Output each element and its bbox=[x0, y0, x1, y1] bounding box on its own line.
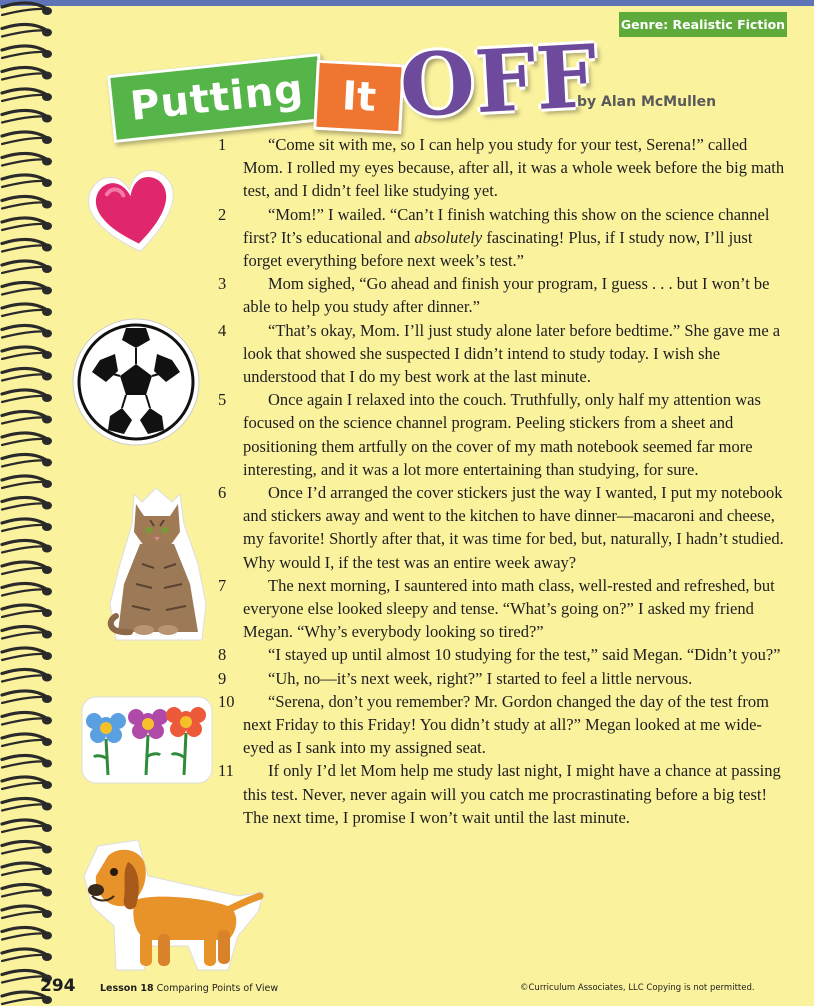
paragraph-text: If only I’d let Mom help me study last night, I might have a chance at passing this test. Never, never again will you catch me procrastinating before a big test! The next time, I promise I won’t wait until the last minute. bbox=[243, 761, 781, 827]
page-number: 294 bbox=[40, 976, 76, 996]
paragraph bbox=[218, 481, 788, 574]
paragraph-text: The next morning, I sauntered into math class, well-rested and refreshed, but everyone else looked sleepy and tense. “What’s going on?” I asked my friend Megan. “Why’s everybody looking so tired?” bbox=[243, 575, 775, 642]
emphasized-word: absolutely bbox=[414, 227, 483, 247]
paragraph-number: 1 bbox=[218, 135, 227, 154]
title-word-putting: Putting bbox=[107, 53, 327, 143]
paragraph bbox=[218, 388, 788, 481]
paragraph-number: 7 bbox=[218, 575, 227, 595]
paragraph-text bbox=[243, 203, 788, 273]
paragraph-number: 9 bbox=[218, 668, 227, 688]
paragraph-text: “Come sit with me, so I can help you study for your test, Serena!” called Mom. I rolled my eyes because, after all, it was a whole week before the big math test, and I didn’t feel like studying yet. bbox=[243, 135, 785, 201]
paragraph-text: “That’s okay, Mom. I’ll just study alone later before bedtime.” She gave me a look that showed she suspected I didn’t intend to study today. I wish she understood that I do my best work at the last minute. bbox=[243, 320, 781, 387]
paragraph bbox=[218, 643, 788, 666]
paragraph bbox=[218, 667, 788, 690]
spiral-binding bbox=[0, 0, 60, 1006]
paragraph-text: Mom sighed, “Go ahead and finish your program, I guess . . . but I won’t be able to help you study after dinner.” bbox=[243, 274, 770, 317]
title-word-it: It bbox=[313, 60, 405, 135]
paragraph-number: 10 bbox=[218, 691, 235, 711]
story-title bbox=[100, 25, 600, 145]
paragraph bbox=[218, 759, 788, 829]
paragraph-text-part: fascinating! Plus, if I study now, I’ll just forget everything before next week’s test.” bbox=[243, 227, 753, 271]
paragraph-number: 5 bbox=[218, 390, 227, 410]
paragraph-text: Once I’d arranged the cover stickers just the way I wanted, I put my notebook and stickers away and went to the kitchen to have dinner—macaroni and cheese, my favorite! Shortly after that, it was time for bed, but, naturally, I hadn’t studied. Why would I, if the test was an entire week away? bbox=[243, 483, 784, 572]
paragraph bbox=[218, 272, 788, 318]
paragraph-number: 6 bbox=[218, 483, 227, 503]
paragraph bbox=[218, 203, 788, 273]
paragraph-text: Once again I relaxed into the couch. Truthfully, only half my attention was focused on the science channel program. Peeling stickers from a sheet and positioning them artfully on the cover of my math notebook seemed far more interesting, and it was a lot more entertaining than studying, for sure. bbox=[243, 390, 761, 479]
flowers-sticker bbox=[80, 695, 214, 785]
lesson-label bbox=[100, 983, 278, 994]
paragraph bbox=[218, 319, 788, 389]
paragraph-text: “Uh, no—it’s next week, right?” I started to feel a little nervous. bbox=[268, 668, 693, 688]
paragraph-number: 3 bbox=[218, 274, 227, 294]
paragraph-number: 8 bbox=[218, 645, 227, 665]
cat-sticker bbox=[102, 484, 210, 644]
genre-label: Genre: Realistic Fiction bbox=[619, 12, 787, 37]
paragraph-text: “I stayed up until almost 10 studying for the test,” said Megan. “Didn’t you?” bbox=[268, 645, 781, 665]
byline: by Alan McMullen bbox=[577, 94, 717, 110]
lesson-title: Comparing Points of View bbox=[156, 983, 279, 994]
dachshund-sticker bbox=[78, 836, 268, 976]
story-text bbox=[218, 133, 788, 829]
paragraph bbox=[218, 133, 788, 203]
top-bar bbox=[0, 0, 814, 6]
paragraph bbox=[218, 690, 788, 760]
title-word-off: OFF bbox=[397, 25, 600, 138]
paragraph-text: “Serena, don’t you remember? Mr. Gordon changed the day of the test from next Friday to this Friday! You didn’t study at all?” Megan looked at me wide-eyed as I sank into my assigned seat. bbox=[243, 691, 769, 758]
lesson-number: Lesson 18 bbox=[100, 983, 154, 994]
heart-sticker bbox=[78, 160, 188, 260]
copyright-notice: ©Curriculum Associates, LLC Copying is not permitted. bbox=[520, 983, 755, 993]
paragraph-text-part: “Mom!” I wailed. “Can’t I finish watching this show on the science channel first? It’s educational and bbox=[243, 204, 770, 247]
paragraph-number: 4 bbox=[218, 320, 227, 340]
paragraph-number: 2 bbox=[218, 204, 227, 224]
paragraph bbox=[218, 574, 788, 644]
paragraph-number: 11 bbox=[218, 761, 234, 781]
soccer-ball-sticker bbox=[70, 316, 202, 448]
